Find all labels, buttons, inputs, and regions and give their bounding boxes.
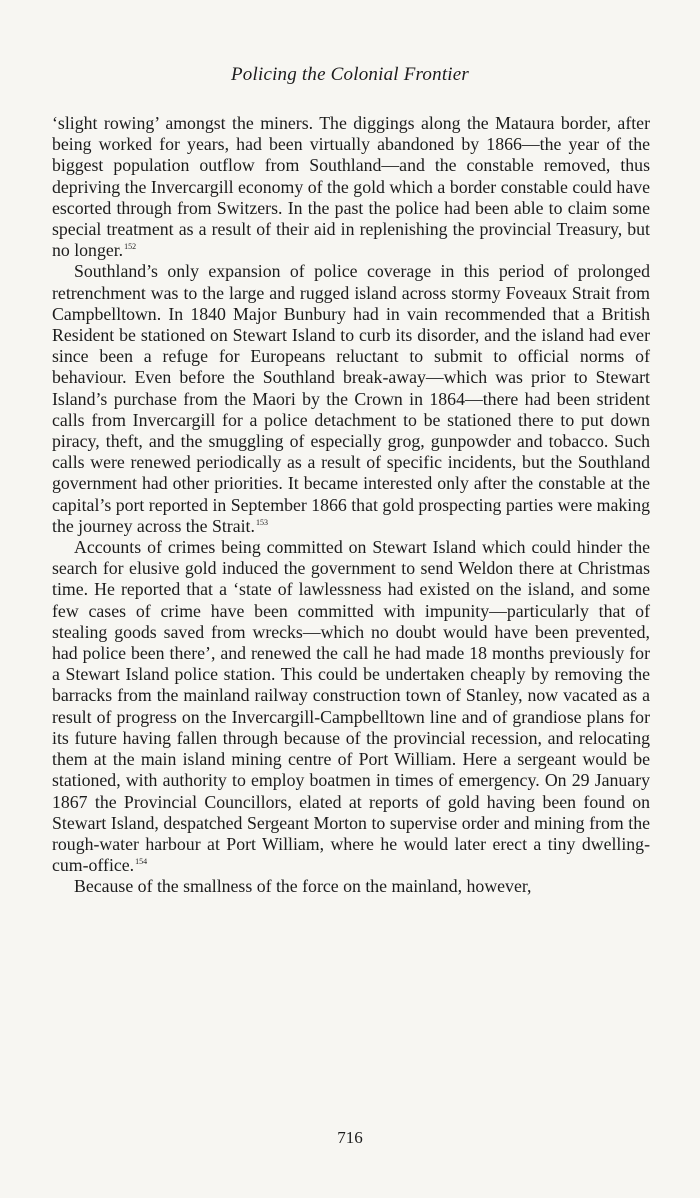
paragraph-text: Because of the smallness of the force on the mainland, however, <box>74 876 532 897</box>
paragraph-1 <box>52 113 650 261</box>
paragraph-2 <box>52 261 650 537</box>
footnote-marker: 154 <box>135 857 148 867</box>
page-number: 716 <box>337 1128 363 1147</box>
footnote-marker: 152 <box>124 242 137 252</box>
paragraph-3 <box>52 537 650 876</box>
paragraph-text: ‘slight rowing’ amongst the miners. The diggings along the Mataura border, after being worked for years, had been virtually abandoned by 1866—the year of the biggest population outflow from Southland—and the constable removed, thus depriving the Invercargill economy of the gold which a border constable could have escorted through from Switzers. In the past the police had been able to claim some special treatment as a result of their aid in replenishing the provincial Treasury, but no longer. <box>52 113 650 261</box>
paragraph-text: Southland’s only expansion of police coverage in this period of prolonged retrenchment was to the large and rugged island across stormy Foveaux Strait from Campbelltown. In 1840 Major Bunbury had in vain recommended that a British Resident be stationed on Stewart Island to curb its disorder, and the island had ever since been a refuge for Europeans reluctant to submit to official norms of behaviour. Even before the Southland break-away—which was prior to Stewart Island’s purchase from the Maori by the Crown in 1864—there had been strident calls from Invercargill for a police detachment to be stationed there to put down piracy, theft, and the smuggling of especially grog, gunpowder and tobacco. Such calls were renewed periodically as a result of specific incidents, but the Southland government had other priorities. It became interested only after the constable at the capital’s port reported in September 1866 that gold prospecting parties were making the journey across the Strait. <box>52 261 650 536</box>
body-text <box>52 113 650 898</box>
running-head: Policing the Colonial Frontier <box>230 64 470 85</box>
paragraph-text: Accounts of crimes being committed on Stewart Island which could hinder the search for elusive gold induced the government to send Weldon there at Christmas time. He reported that a ‘state of lawlessness had existed on the island, and some few cases of crime have been committed with impunity—particularly that of stealing goods saved from wrecks—which no doubt would have been prevented, had police been there’, and renewed the call he had made 18 months previously for a Stewart Island police station. This could be undertaken cheaply by removing the barracks from the mainland railway construction town of Stanley, now vacated as a result of progress on the Invercargill-Campbelltown line and of grandiose plans for its future having fallen through because of the provincial recession, and relocating them at the main island mining centre of Port William. Here a sergeant would be stationed, with authority to employ boatmen in times of emergency. On 29 January 1867 the Provincial Councillors, elated at reports of gold having been found on Stewart Island, despatched Sergeant Morton to supervise order and mining from the rough-water harbour at Port William, where he would later erect a tiny dwelling-cum-office. <box>52 537 650 876</box>
paragraph-4 <box>52 876 650 897</box>
footnote-marker: 153 <box>255 517 268 527</box>
